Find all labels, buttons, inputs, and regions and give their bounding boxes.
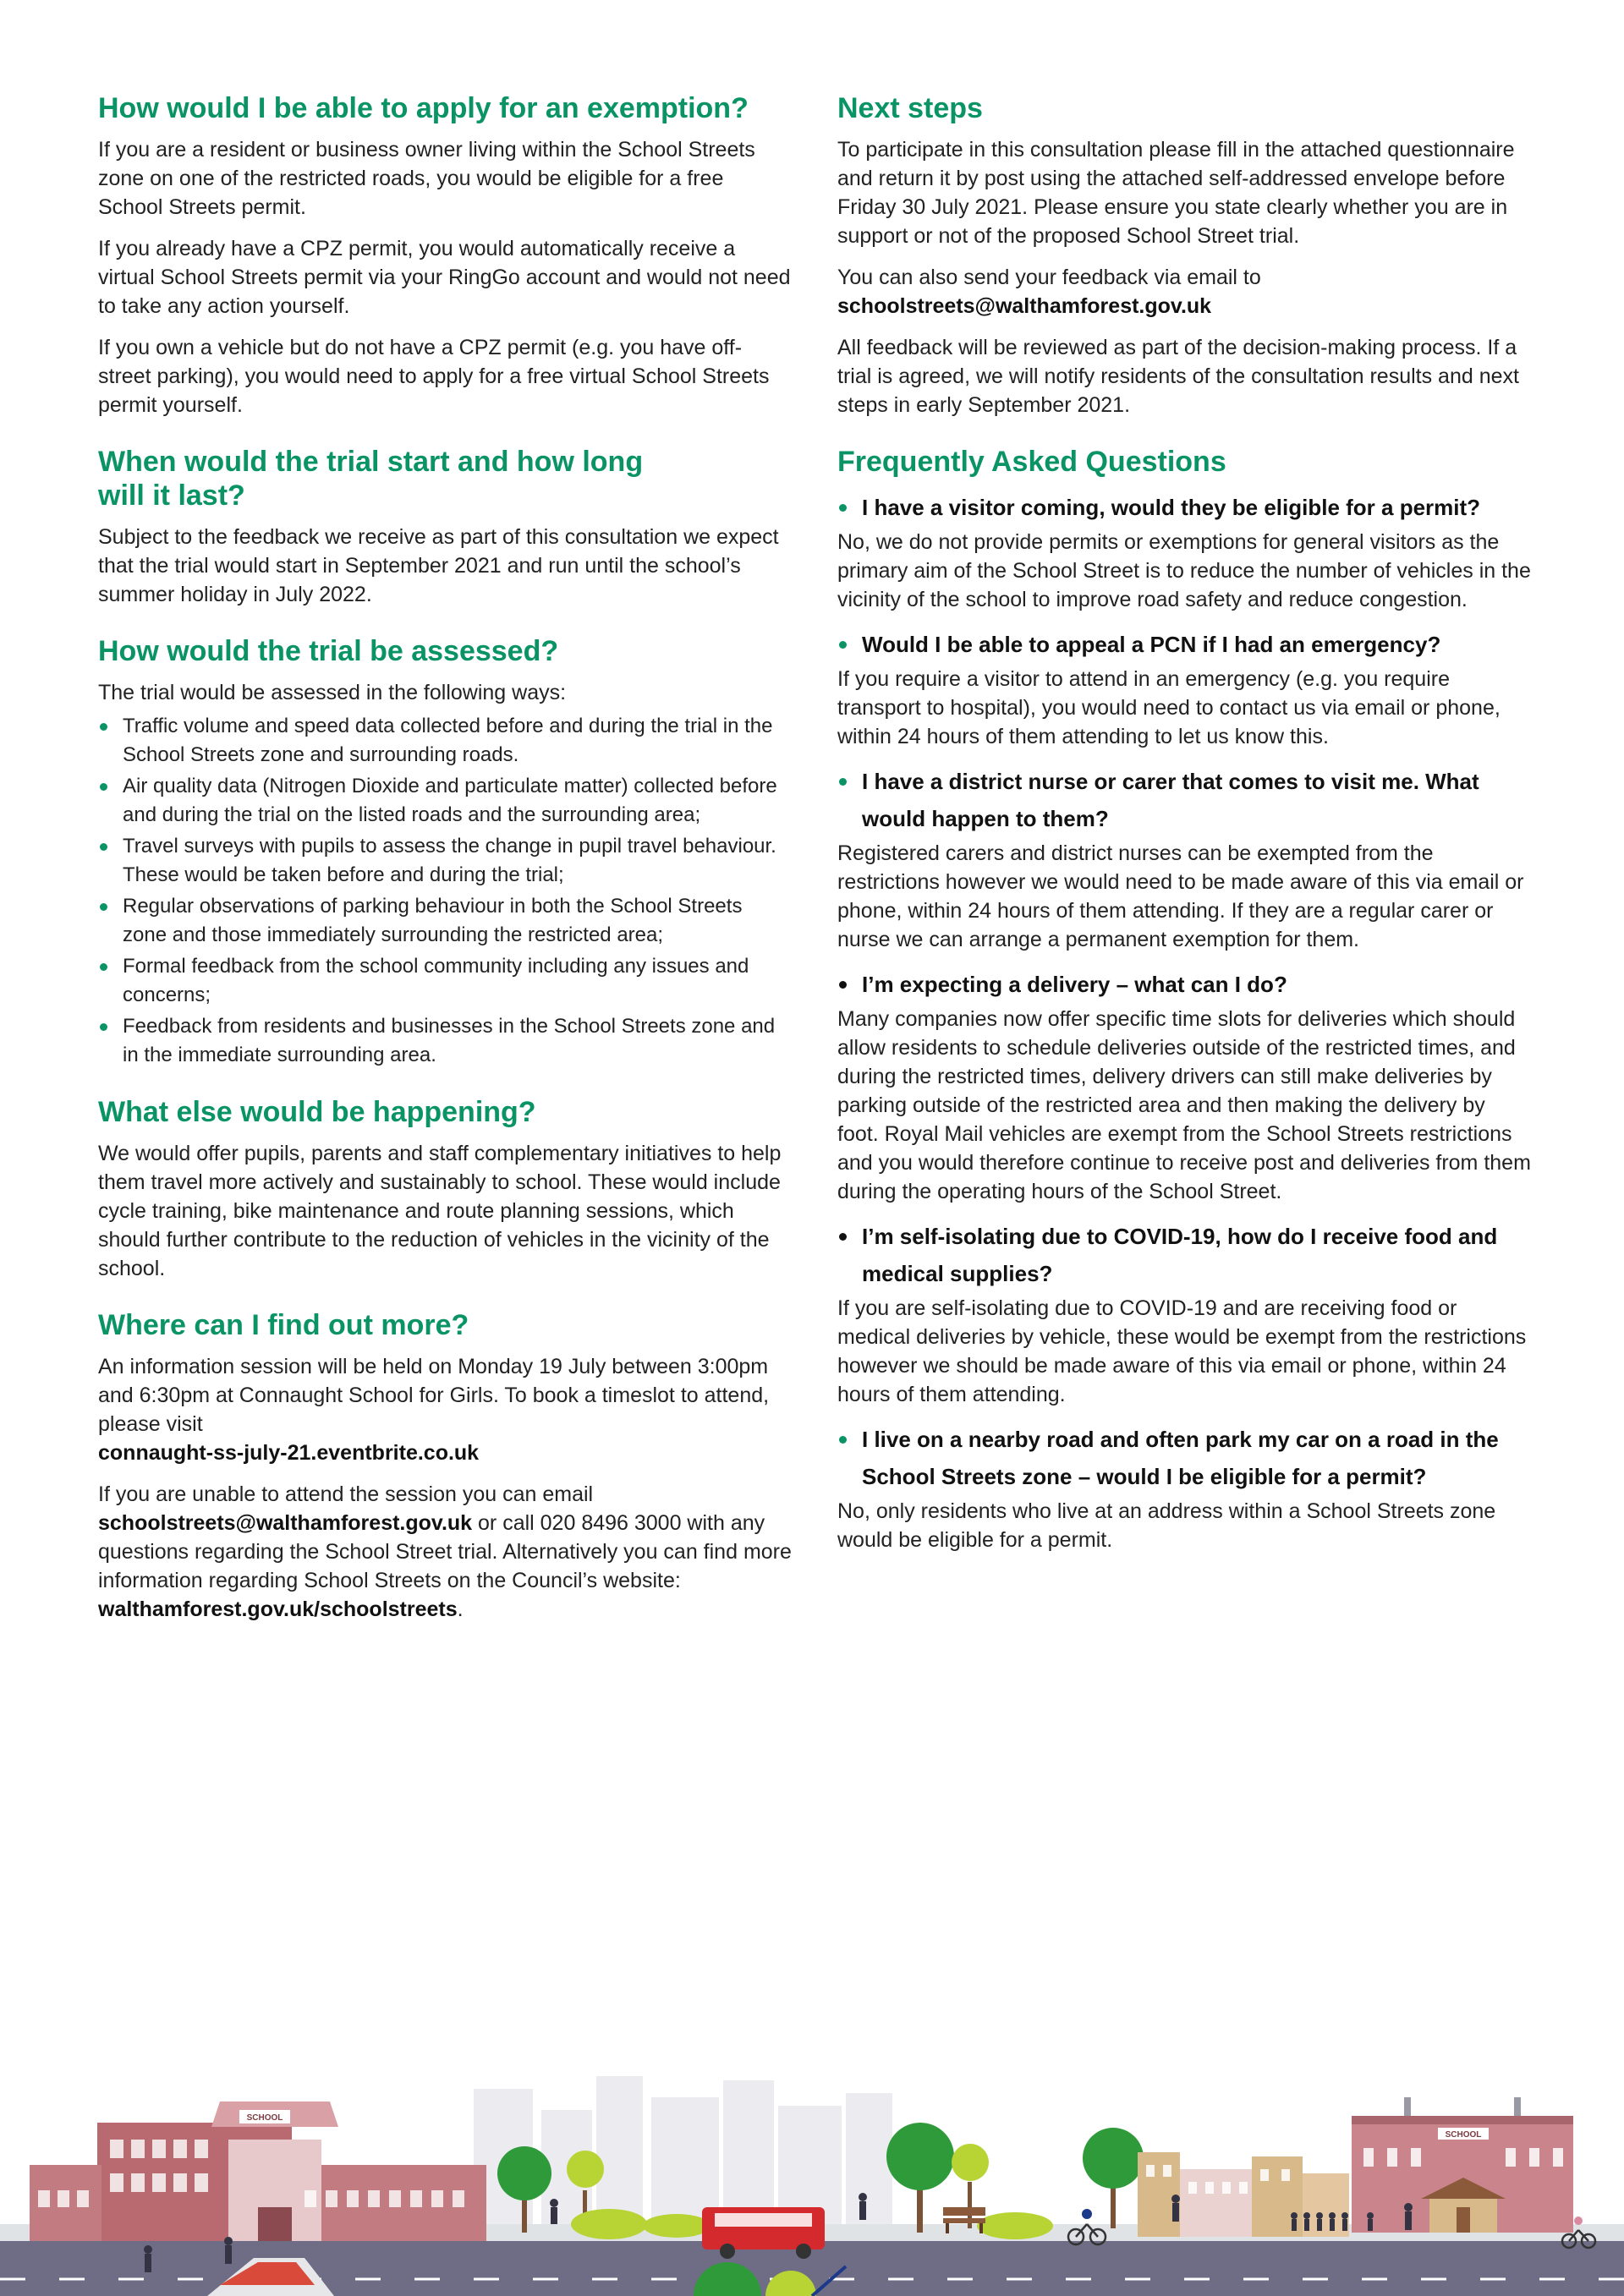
faq-answer: If you require a visitor to attend in an emergency (e.g. you require transport to hospital), you would need to contact us via email or phone, within 24 hours of them attending to let us know this. <box>837 667 1501 748</box>
faq-answer: No, we do not provide permits or exemptions for general visitors as the primary aim of the School Street is to reduce the number of vehicles in the vicinity of the school to improve road safety and reduce congestion. <box>837 530 1531 611</box>
trial-start-heading-line1: When would the trial start and how long <box>98 446 644 478</box>
cyclist <box>1082 2209 1092 2219</box>
faq-answer: Many companies now offer specific time slots for deliveries which should allow residents to schedule deliveries outside of the restricted times, and during the restricted times, delivery drivers can still make deliveries by parking outside of the restricted area and then making the delivery by foot. Royal Mail vehicles are exempt from the School Streets restrictions and you would therefore continue to receive post and deliveries from them during the operating hours of the School Street. <box>837 1007 1531 1203</box>
next-steps-paragraph-3: All feedback will be reviewed as part of the decision-making process. If a trial is agreed, we will notify residents of the consultation results and next steps in early September 2021. <box>837 336 1519 417</box>
website-link[interactable]: walthamforest.gov.uk/schoolstreets <box>98 1597 458 1621</box>
list-item: Regular observations of parking behaviour in both the School Streets zone and those immediately surrounding the restricted area; <box>98 892 792 950</box>
faq-question: I live on a nearby road and often park my car on a road in the School Streets zone – would I be eligible for a permit? <box>837 1421 1531 1495</box>
faq-question: I’m self-isolating due to COVID-19, how do I receive food and medical supplies? <box>837 1218 1531 1292</box>
left-column <box>98 91 792 1636</box>
trial-start-heading <box>98 445 792 512</box>
exemption-heading: How would I be able to apply for an exemption? <box>98 92 749 124</box>
info-session-text: An information session will be held on Monday 19 July between 3:00pm and 6:30pm at Connaught School for Girls. To book a timeslot to attend, please visit <box>98 1355 770 1436</box>
trial-start-paragraph: Subject to the feedback we receive as part of this consultation we expect that the trial would start in September 2021 and run until the school’s summer holiday in July 2022. <box>98 525 779 606</box>
cyclist <box>1574 2217 1583 2225</box>
faq-answer: If you are self-isolating due to COVID-19 and are receiving food or medical deliveries by vehicle, these would be exempt from the restrictions however we should be made aware of this via email or phone, within 24 hours of them attending. <box>837 1296 1527 1406</box>
faq-answer: Registered carers and district nurses can be exempted from the restrictions however we would need to be made aware of this via email or phone, within 24 hours of them attending. If they are a regular carer or nurse we can arrange a permanent exemption for them. <box>837 841 1524 951</box>
assessed-list <box>98 712 792 1070</box>
contact-text-b: or call 020 8496 3000 with any questions regarding the School Street trial. Alternatively you can find more information regarding School Streets on the Council’s website: <box>98 1511 792 1592</box>
list-item: Traffic volume and speed data collected before and during the trial in the School Streets zone and surrounding roads. <box>98 712 792 770</box>
assessed-intro: The trial would be assessed in the following ways: <box>98 681 567 704</box>
school-building-right <box>1352 2097 1573 2233</box>
exemption-paragraph-2: If you already have a CPZ permit, you would automatically receive a virtual School Streets permit via your RingGo account and would not need to take any action yourself. <box>98 237 791 318</box>
school-sign-right: SCHOOL <box>1445 2130 1482 2140</box>
else-heading: What else would be happening? <box>98 1096 536 1128</box>
contact-text-a: If you are unable to attend the session you can email <box>98 1482 594 1506</box>
school-building-left <box>30 2101 486 2241</box>
next-steps-heading: Next steps <box>837 92 983 124</box>
list-item: Feedback from residents and businesses in the School Streets zone and in the immediate surrounding area. <box>98 1012 792 1070</box>
faq-question: I have a visitor coming, would they be eligible for a permit? <box>837 489 1531 526</box>
street-scene-illustration <box>0 2063 1624 2296</box>
exemption-paragraph-1: If you are a resident or business owner living within the School Streets zone on one of the restricted roads, you would be eligible for a free School Streets permit. <box>98 138 755 219</box>
faq-question: I’m expecting a delivery – what can I do? <box>837 966 1531 1003</box>
faq-question: I have a district nurse or carer that comes to visit me. What would happen to them? <box>837 763 1531 837</box>
next-steps-paragraph-2 <box>837 263 1531 321</box>
list-item: Formal feedback from the school community including any issues and concerns; <box>98 952 792 1010</box>
assessed-heading: How would the trial be assessed? <box>98 635 559 667</box>
email-link[interactable]: schoolstreets@walthamforest.gov.uk <box>98 1511 473 1535</box>
next-steps-paragraph-1: To participate in this consultation please fill in the attached questionnaire and return it by post using the attached self-addressed envelope before Friday 30 July 2021. Please ensure you state clearly whether you are in support or not of the proposed School Street trial. <box>837 138 1515 248</box>
list-item: Air quality data (Nitrogen Dioxide and particulate matter) collected before and during the trial on the listed roads and the surrounding area; <box>98 772 792 830</box>
school-sign-left: SCHOOL <box>246 2113 283 2123</box>
info-session-paragraph <box>98 1352 792 1467</box>
faq-heading: Frequently Asked Questions <box>837 446 1226 478</box>
faq-question: Would I be able to appeal a PCN if I had an emergency? <box>837 626 1531 663</box>
exemption-paragraph-3: If you own a vehicle but do not have a CPZ permit (e.g. you have off-street parking), you would need to apply for a free virtual School Streets permit yourself. <box>98 336 770 417</box>
right-column <box>837 91 1531 1566</box>
trial-start-heading-line2: will it last? <box>98 479 245 512</box>
next-steps-email-intro: You can also send your feedback via email to <box>837 266 1261 289</box>
contact-period: . <box>457 1597 464 1621</box>
find-out-more-heading: Where can I find out more? <box>98 1309 469 1341</box>
faq-answer: No, only residents who live at an address within a School Streets zone would be eligible for a permit. <box>837 1499 1496 1552</box>
contact-paragraph <box>98 1480 792 1624</box>
tree-3 <box>886 2123 954 2233</box>
else-paragraph: We would offer pupils, parents and staff complementary initiatives to help them travel more actively and sustainably to school. These would include cycle training, bike maintenance and route planning sessions, which should further contribute to the reduction of vehicles in the vicinity of the school. <box>98 1142 782 1280</box>
list-item: Travel surveys with pupils to assess the change in pupil travel behaviour. These would be taken before and during the trial; <box>98 832 792 890</box>
email-link[interactable]: schoolstreets@walthamforest.gov.uk <box>837 294 1212 318</box>
eventbrite-link[interactable]: connaught-ss-july-21.eventbrite.co.uk <box>98 1441 480 1465</box>
